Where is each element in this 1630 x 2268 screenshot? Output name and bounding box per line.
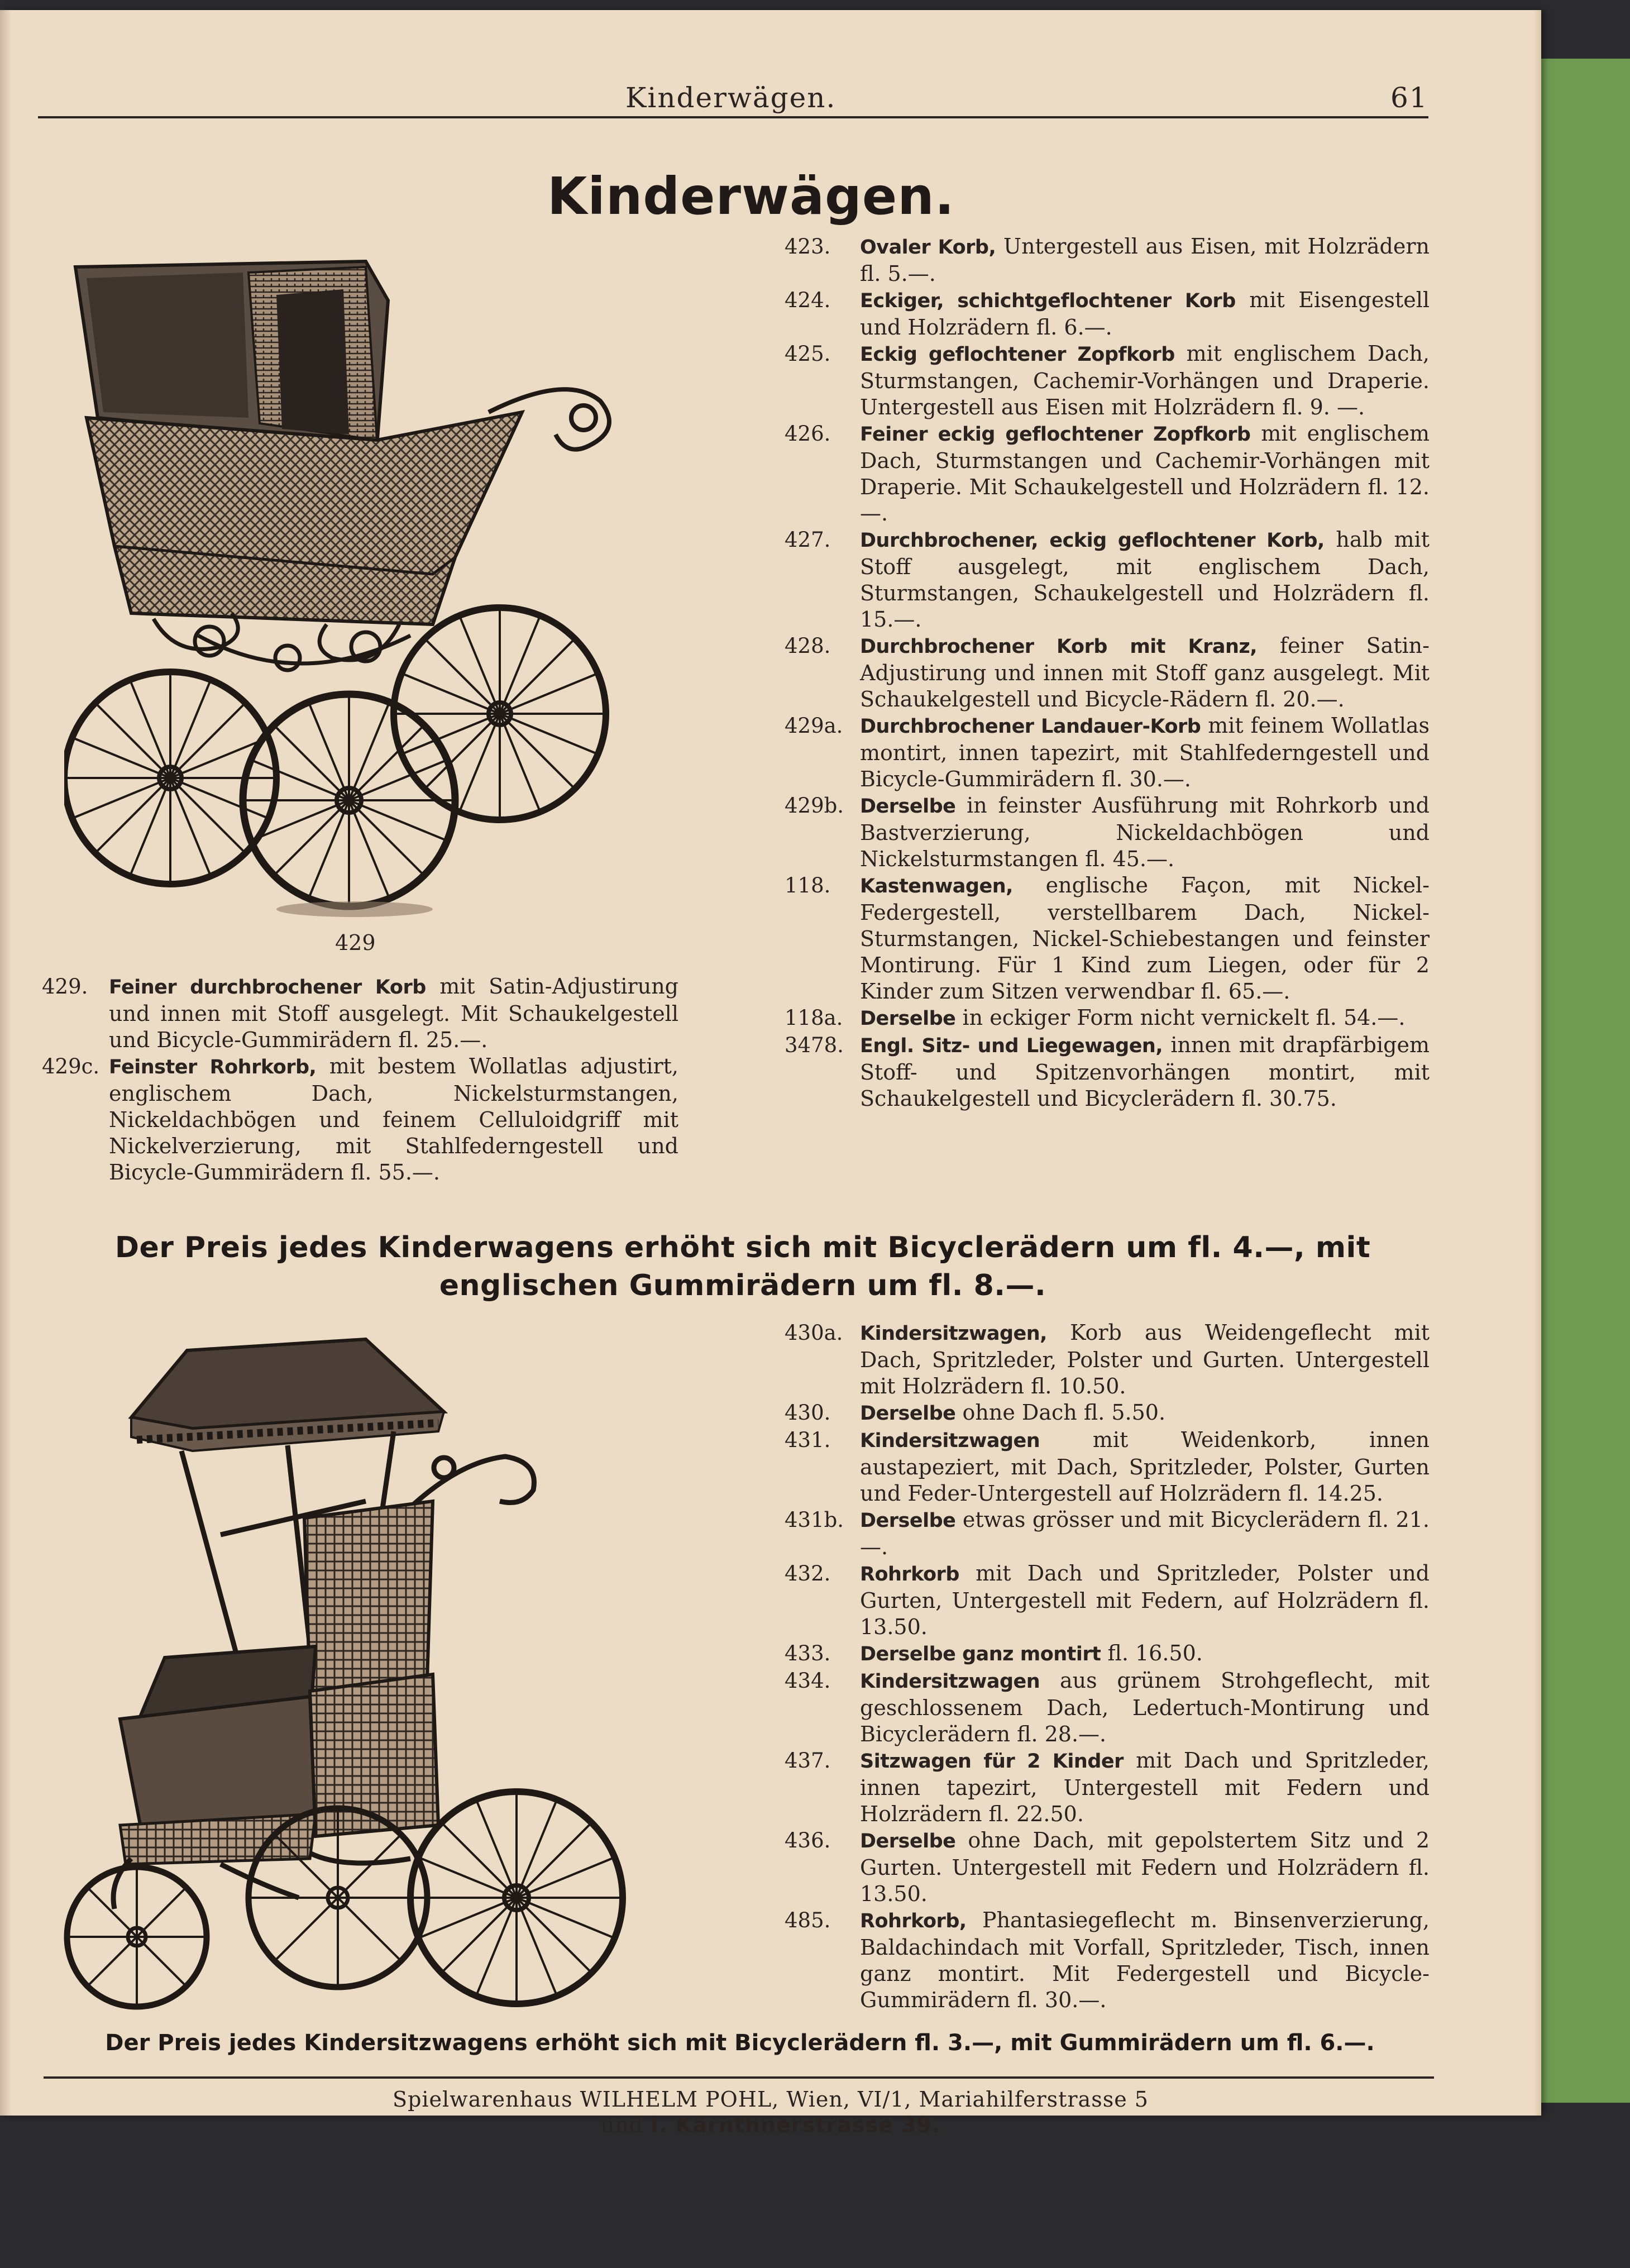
page-number: 61 [1390,82,1428,114]
sitzwagen-wheel-mid [248,1808,427,1987]
item-description: aus grünem Strohgeflecht, mit geschlossenem Dach, Ledertuch-Montirung und Bicyclerädern fl. 28.—. [860,1668,1430,1746]
item-name: Rohrkorb [860,1563,959,1586]
item-number: 434. [785,1669,831,1693]
pram-basket [87,412,522,624]
sitzwagen-price-notice: Der Preis jedes Kindersitzwagens erhöht sich mit Bicyclerädern fl. 3.—, mit Gummirädern um fl. 6.—. [105,2030,1375,2056]
list-item [785,1668,1430,1747]
item-name: Derselbe [860,795,956,818]
item-number: 485. [785,1908,831,1932]
item-description: etwas grösser und mit Bicyclerädern fl. 21.—. [860,1507,1430,1559]
item-description: ohne Dach fl. 5.50. [955,1400,1166,1425]
running-title: Kinderwägen. [625,82,836,114]
item-description: Korb aus Weidengeflecht mit Dach, Spritzleder, Polster und Gurten. Untergestell mit Holzrädern fl. 10.50. [860,1320,1430,1398]
page-right-edge [1533,10,1541,2116]
sitzwagen-price-list [785,1320,1430,2013]
sitzwagen-canopy [131,1339,444,1451]
item-description: mit Weidenkorb, innen austapeziert, mit Dach, Spritzleder, Polster, Gurten und Feder-Untergestell auf Holzrädern fl. 14.25. [860,1427,1430,1506]
list-item [785,633,1430,713]
footer-address [0,2086,1541,2138]
item-description: mit Dach und Spritzleder, innen tapezirt, Untergestell mit Federn und Holzrädern fl. 22.50. [860,1748,1430,1826]
item-description: mit englischem Dach, Sturmstangen und Cachemir-Vorhängen mit Draperie. Mit Schaukelgestell und Holzrädern fl. 12.—. [860,421,1430,526]
item-description: ohne Dach, mit gepolstertem Sitz und 2 Gurten. Untergestell mit Federn und Holzrädern fl. 13.50. [860,1828,1430,1906]
item-number: 426. [785,422,831,446]
item-number: 423. [785,235,831,259]
item-description: innen mit drapfärbigem Stoff- und Spitzenvorhängen montirt, mit Schaukelgestell und Bicyclerädern fl. 30.75. [860,1033,1430,1111]
item-name: Eckiger, schichtgeflochtener Korb [860,290,1236,312]
sitzwagen-wheel-large [410,1792,623,2004]
item-description: fl. 16.50. [1101,1641,1203,1665]
item-name: Derselbe ganz montirt [860,1643,1101,1665]
pram-wheel-front-left [243,694,455,906]
catalog-page [0,10,1541,2137]
sitzwagen-wheel-small [67,1867,207,2007]
item-name: Sitzwagen für 2 Kinder [860,1750,1124,1773]
item-name: Kindersitzwagen [860,1430,1040,1452]
item-name: Durchbrochener Landauer-Korb [860,715,1201,738]
item-number: 431. [785,1428,831,1452]
item-name: Feiner eckig geflochtener Zopfkorb [860,423,1251,446]
list-item [785,1400,1430,1427]
item-number: 425. [785,342,831,366]
list-item [785,1560,1430,1640]
item-description: halb mit Stoff ausgelegt, mit englischem Dach, Sturmstangen, Schaukelgestell und Holzrädern fl. 15.—. [860,527,1430,632]
list-item [785,1005,1430,1032]
list-item [785,1747,1430,1827]
item-number: 436. [785,1828,831,1852]
item-name: Kindersitzwagen, [860,1322,1047,1345]
item-number: 433. [785,1641,831,1665]
list-item [785,1507,1430,1560]
list-item [785,792,1430,872]
item-description: mit Dach und Spritzleder, Polster und Gurten, Untergestell mit Federn, auf Holzrädern fl. 13.50. [860,1561,1430,1639]
item-number: 428. [785,634,831,658]
list-item [785,287,1430,341]
item-number: 430a. [785,1321,843,1345]
item-name: Feinster Rohrkorb, [109,1056,317,1078]
item-description: mit bestem Wollatlas adjustirt, englischem Dach, Nickelsturmstangen, Nickeldachbögen und feinem Celluloidgriff mit Nickelverzierung, mit Stahlfederngestell und Bicycle-Gummirädern fl. 55.—. [109,1054,678,1185]
list-item [785,1907,1430,2013]
sitzwagen-body [120,1501,438,1864]
item-number: 427. [785,528,831,552]
list-item [785,1427,1430,1507]
pram-hood [75,261,388,446]
item-description: Phantasiegeflecht m. Binsenverzierung, Baldachindach mit Vorfall, Spritzleder, Tisch, innen ganz montirt. Mit Federgestell und Bicycle-Gummirädern fl. 30.—. [860,1908,1430,2012]
item-number: 432. [785,1562,831,1586]
pram-429-list [42,973,678,1186]
pram-price-notice: Der Preis jedes Kinderwagens erhöht sich mit Bicyclerädern um fl. 4.—, mit englischen Gummirädern um fl. 8.—. [114,1231,1371,1302]
pram-caption: 429 [335,930,376,955]
item-description: mit englischem Dach, Sturmstangen, Cachemir-Vorhängen und Draperie. Untergestell aus Eisen mit Holzrädern fl. 9. —. [860,341,1430,419]
item-number: 437. [785,1749,831,1773]
item-number: 430. [785,1401,831,1425]
footer-line-2 [0,2112,1541,2138]
list-item [785,1032,1430,1112]
item-description: englische Façon, mit Nickel-Federgestell, verstellbarem Dach, Nickel-Sturmstangen, Nickel-Schiebestangen und feinster Montirung. Für 1 Kind zum Liegen, oder für 2 Kinder zum Sitzen verwendbar fl. 65.—. [860,873,1430,1004]
item-number: 424. [785,288,831,312]
item-description: in eckiger Form nicht vernickelt fl. 54.—. [955,1005,1406,1030]
item-name: Eckig geflochtener Zopfkorb [860,343,1175,366]
item-description: mit feinem Wollatlas montirt, innen tapezirt, mit Stahlfederngestell und Bicycle-Gummirädern fl. 30.—. [860,713,1430,791]
item-number: 429a. [785,714,843,738]
list-item [785,527,1430,633]
header-rule [38,116,1428,118]
item-number: 431b. [785,1508,844,1532]
item-name: Feiner durchbrochener Korb [109,976,426,999]
item-description: mit Satin-Adjustirung und innen mit Stoff ausgelegt. Mit Schaukelgestell und Bicycle-Gummirädern fl. 25.—. [109,974,678,1052]
sitzwagen-illustration [53,1334,645,2021]
item-number: 429b. [785,794,844,818]
page-left-edge [0,10,11,2116]
list-item [785,1640,1430,1668]
item-name: Engl. Sitz- und Liegewagen, [860,1035,1163,1057]
item-name: Rohrkorb, [860,1910,967,1932]
list-item [785,233,1430,287]
item-name: Durchbrochener, eckig geflochtener Korb, [860,529,1325,552]
item-name: Kindersitzwagen [860,1670,1040,1693]
footer-rule [44,2076,1434,2079]
pram-wheel-front-right [394,608,606,820]
item-name: Derselbe [860,1008,956,1030]
item-description: in feinster Ausführung mit Rohrkorb und Bastverzierung, Nickeldachbögen und Nickelsturmstangen fl. 45.—. [860,793,1430,871]
list-item [785,421,1430,527]
list-item [785,1827,1430,1907]
item-description: Untergestell aus Eisen, mit Holzrädern fl. 5.—. [860,234,1430,286]
item-name: Derselbe [860,1402,956,1425]
item-name: Derselbe [860,1510,956,1532]
item-description: mit Eisengestell und Holzrädern fl. 6.—. [860,288,1430,340]
item-name: Derselbe [860,1830,956,1852]
item-name: Durchbrochener Korb mit Kranz, [860,636,1258,658]
item-description: feiner Satin-Adjustirung und innen mit Stoff ganz ausgelegt. Mit Schaukelgestell und Bicycle-Rädern fl. 20.—. [860,633,1430,712]
pram-price-list [785,233,1430,1112]
list-item [42,973,678,1053]
list-item [785,341,1430,421]
item-number: 429c. [42,1054,100,1078]
list-item [785,1320,1430,1400]
list-item [785,872,1430,1005]
footer-line-2-prefix: und [600,2113,651,2137]
background-board [1541,59,1630,2103]
page-title: Kinderwägen. [547,166,955,226]
item-name: Ovaler Korb, [860,236,996,259]
footer-line-2-address: I. Kärnthnerstrasse 39. [651,2113,941,2137]
item-number: 118a. [785,1006,843,1030]
item-number: 3478. [785,1033,844,1057]
item-number: 118. [785,873,831,897]
item-name: Kastenwagen, [860,875,1013,897]
list-item [785,713,1430,792]
footer-line-1: Spielwarenhaus WILHELM POHL, Wien, VI/1, Mariahilferstrasse 5 [393,2087,1149,2112]
pram-illustration [64,233,673,926]
list-item [42,1053,678,1186]
item-number: 429. [42,975,88,999]
